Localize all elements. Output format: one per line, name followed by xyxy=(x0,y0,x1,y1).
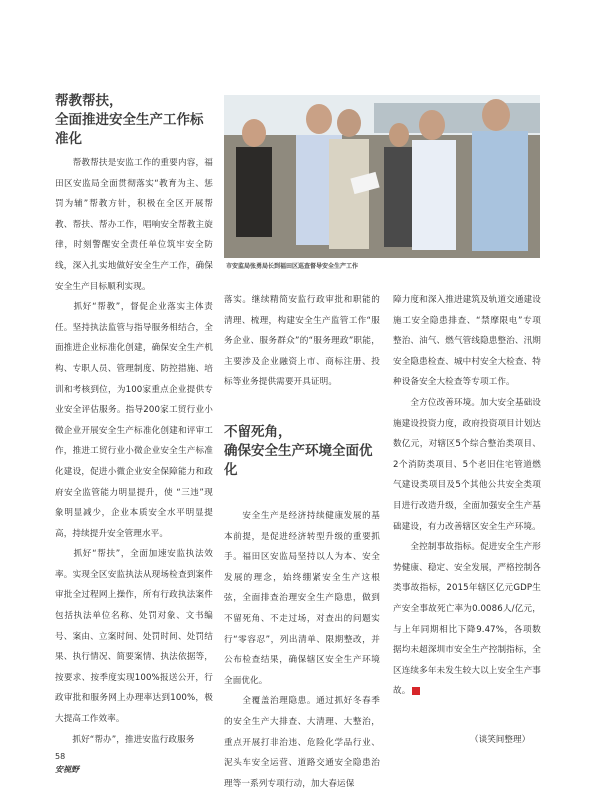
body-text xyxy=(224,506,380,794)
heading-line: 帮教帮扶， xyxy=(55,93,123,109)
paragraph: 抓好“帮教”，督促企业落实主体责任。坚持执法监管与指导服务相结合，全面推进企业标准化创建，确保安全生产机构、专职人员、管理制度、防控措施、培训和考核到位，为100家重点企业提供专业安全评估服务。指导200家工贸行业小微企业开展安全生产标准化创建和评审工作，推进工贸行业小微企业安全生产标准化建设，促进小微企业安全保障能力和政府安全监管能力明显提升，使 “三违”现象明显减少，企业本质安全水平明显提高，持续提升安全管理水平。 xyxy=(55,302,213,539)
heading-line: 确保安全生产环境全面优化 xyxy=(224,442,373,478)
paragraph: 落实。继续精简安监行政审批和职能的清理、梳理，构建安全生产监管工作“服务企业、服务群众”的“服务理政”职能，主要涉及企业融资上市、商标注册、投标等业务提供需要开具证明。 xyxy=(224,295,380,388)
middle-column xyxy=(224,290,380,794)
photo-caption: 市安监局张勇局长到福田区巡查督导安全生产工作 xyxy=(226,263,359,270)
magazine-logo: 安视野 xyxy=(55,765,79,774)
news-photo xyxy=(224,95,540,258)
paragraph: 帮教帮扶是安监工作的重要内容，福田区安监局全面贯彻落实“教育为主、惩罚为辅”帮教方针，积极在全区开展帮教、帮扶、帮办工作，唱响安全帮教主旋律，时刻警醒安全责任单位筑牢安全防线，深入扎实地做好安全生产工作，确保安全生产目标顺利实现。 xyxy=(55,158,213,292)
page-number: 58 xyxy=(55,752,66,761)
paragraph: 全覆盖治理隐患。通过抓好冬春季的安全生产大排查、大清理、大整治，重点开展打非治违、危险化学品行业、泥头车安全运营、道路交通安全隐患治理等一系列专项行动，加大春运保 xyxy=(224,696,380,789)
author-credit: （谈笑间整理） xyxy=(470,735,531,745)
paragraph-text: 全控制事故指标。促进安全生产形势健康、稳定、安全发展，严格控制各类事故指标，2015年辖区亿元GDP生产安全事故死亡率为0.0086人/亿元，与上年同期相比下降9.47%，各项数据均未超深圳市安全生产控制指标，全区连续多年未发生较大以上安全生产事故。 xyxy=(393,542,541,697)
right-column xyxy=(393,290,541,702)
paragraph: 抓好“帮扶”，全面加速安监执法效率。实现全区安监执法从现场检查到案件审批全过程网上操作，所有行政执法案件包括执法单位名称、处罚对象、文书编号、案由、立案时间、处罚时间、处罚结果、执行情况、简要案情、执法依据等，按要求、按季度实现100%报送公开，行政审批和服务网上办理率达到100%，极大提高工作效率。 xyxy=(55,549,213,725)
heading-line: 不留死角， xyxy=(224,423,292,440)
heading-line: 全面推进安全生产工作标准化 xyxy=(55,112,204,147)
section-heading-help xyxy=(55,92,213,149)
paragraph xyxy=(393,537,541,702)
paragraph: 抓好“帮办”，推进安监行政服务 xyxy=(55,734,195,745)
paragraph: 安全生产是经济持续健康发展的基本前提，是促进经济转型升级的重要抓手。福田区安监局坚持以人为本、安全发展的理念，始终绷紧安全生产这根弦，全面排查治理安全生产隐患，做到不留死角、不走过场，对查出的问题实行“零容忍”，列出清单、限期整改，并公布检查结果，确保辖区安全生产环境全面优化。 xyxy=(224,510,380,686)
section-heading-no-dead-corner xyxy=(224,423,380,480)
photo-illustration xyxy=(224,95,540,258)
paragraph: 障力度和深入推进建筑及轨道交通建设施工安全隐患排查、“禁摩限电”专项整治、油气、燃气管线隐患整治、汛期安全隐患检查、城中村安全大检查、特种设备安全大检查等专项工作。 xyxy=(393,295,541,388)
left-column xyxy=(55,92,213,750)
body-text xyxy=(55,153,213,750)
paragraph: 全方位改善环境。加大安全基础设施建设投资力度，政府投资项目计划达数亿元，对辖区5个综合整治类项目、2个消防类项目、5个老旧住宅管道燃气建设类项目及5个其他公共安全类项目进行改造升级，全面加强安全生产基础建设，有力改善辖区安全生产环境。 xyxy=(393,397,541,532)
end-of-article-icon xyxy=(412,687,420,695)
